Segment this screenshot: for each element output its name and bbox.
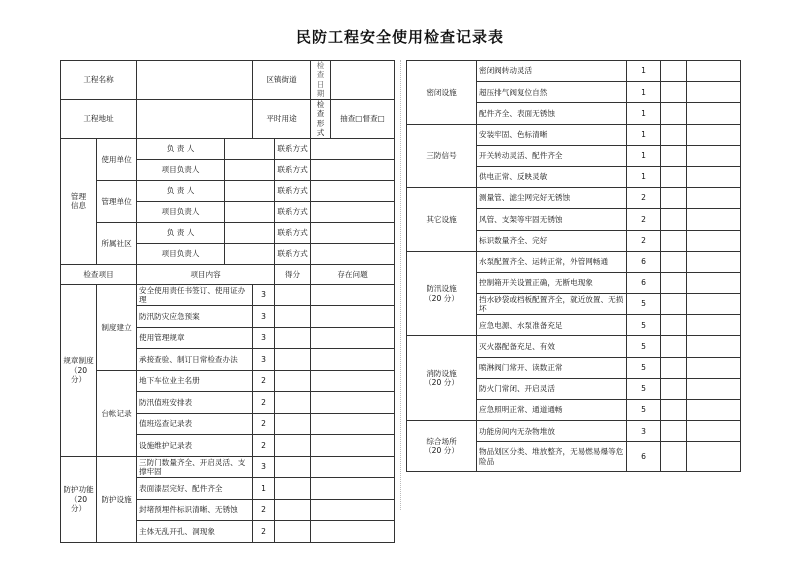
problems-field[interactable] [311, 392, 395, 414]
subgroup-label: 台帐记录 [97, 370, 137, 456]
item-content: 超压排气阀复位自然 [477, 82, 627, 103]
max-score: 3 [253, 349, 275, 371]
problems-field[interactable] [311, 327, 395, 349]
contact-label: 联系方式 [275, 138, 311, 159]
section-points: （20 分） [424, 378, 459, 388]
item-content: 灭火器配备充足、有效 [477, 336, 627, 357]
problems-header: 存在问题 [311, 264, 395, 284]
problems-field[interactable] [687, 209, 741, 230]
contact-field[interactable] [311, 138, 395, 159]
score-field[interactable] [275, 478, 311, 500]
problems-field[interactable] [311, 456, 395, 478]
item-content: 配件齐全、表面无锈蚀 [477, 103, 627, 124]
problems-field[interactable] [687, 251, 741, 272]
score-field[interactable] [275, 349, 311, 371]
score-field[interactable] [661, 230, 687, 251]
contact-label: 联系方式 [275, 180, 311, 201]
score-field[interactable] [275, 435, 311, 457]
section-label [61, 456, 97, 542]
max-score: 1 [627, 166, 661, 187]
table-row [407, 336, 741, 357]
section-label [407, 421, 477, 472]
right-inspection-table [406, 60, 741, 472]
problems-field[interactable] [687, 400, 741, 421]
item-content: 承接查验、制订日常检查办法 [137, 349, 253, 371]
score-field[interactable] [661, 421, 687, 442]
problems-field[interactable] [311, 521, 395, 543]
item-content: 表面漆层完好、配件齐全 [137, 478, 253, 500]
item-content: 控制箱开关设置正确，无断电现象 [477, 272, 627, 293]
max-score: 2 [627, 188, 661, 209]
item-content: 防火门常闭、开启灵活 [477, 378, 627, 399]
problems-field[interactable] [687, 357, 741, 378]
subgroup-label: 防护设施 [97, 456, 137, 542]
max-score: 2 [253, 392, 275, 414]
management-unit-name: 所属社区 [97, 222, 137, 264]
max-score: 3 [253, 456, 275, 478]
item-content: 使用管理规章 [137, 327, 253, 349]
section-name: 综合场所 [426, 436, 457, 446]
problems-field[interactable] [687, 124, 741, 145]
subgroup-label: 三防信号 [407, 124, 477, 188]
max-score: 5 [627, 357, 661, 378]
item-content: 安装牢固、色标清晰 [477, 124, 627, 145]
max-score: 2 [253, 370, 275, 392]
score-field[interactable] [275, 327, 311, 349]
page-divider [400, 60, 401, 510]
section-name: 规章制度 [63, 356, 94, 366]
max-score: 2 [253, 413, 275, 435]
section-label [407, 336, 477, 421]
subgroup-label: 制度建立 [97, 284, 137, 370]
address-label: 工程地址 [61, 99, 137, 138]
problems-field[interactable] [687, 378, 741, 399]
item-content: 三防门数量齐全、开启灵活、支撑牢固 [137, 456, 253, 478]
project-lead-label: 项目负责人 [137, 159, 225, 180]
contact-field[interactable] [311, 201, 395, 222]
page-title: 民防工程安全使用检查记录表 [295, 28, 504, 46]
score-field[interactable] [661, 357, 687, 378]
item-content: 密闭阀转动灵活 [477, 61, 627, 82]
table-row [407, 124, 741, 145]
problems-field[interactable] [311, 284, 395, 306]
score-field[interactable] [661, 209, 687, 230]
max-score: 3 [253, 306, 275, 328]
item-content: 挡水砂袋或档板配置齐全，就近放置、无损坏 [477, 294, 627, 315]
project-lead-field[interactable] [225, 159, 275, 180]
max-score: 2 [627, 230, 661, 251]
table-row [407, 251, 741, 272]
problems-field[interactable] [311, 478, 395, 500]
score-field[interactable] [275, 370, 311, 392]
contact-field[interactable] [311, 243, 395, 264]
person-in-charge-label: 负 责 人 [137, 138, 225, 159]
max-score: 2 [253, 435, 275, 457]
left-section-body [61, 284, 395, 542]
person-in-charge-field[interactable] [225, 222, 275, 243]
max-score: 3 [253, 327, 275, 349]
item-content: 标识数量齐全、完好 [477, 230, 627, 251]
management-info-label: 管理 信息 [61, 138, 97, 264]
item-content: 地下车位业主名册 [137, 370, 253, 392]
contact-field[interactable] [311, 222, 395, 243]
problems-field[interactable] [687, 442, 741, 472]
item-content: 喷淋阀门常开、读数正常 [477, 357, 627, 378]
problems-field[interactable] [687, 166, 741, 187]
score-field[interactable] [661, 400, 687, 421]
max-score: 5 [627, 400, 661, 421]
score-field[interactable] [661, 124, 687, 145]
project-name-label: 工程名称 [61, 61, 137, 100]
item-content: 测量管、滤尘网完好无锈蚀 [477, 188, 627, 209]
max-score: 5 [627, 294, 661, 315]
item-content: 封堵预埋件标识清晰、无锈蚀 [137, 499, 253, 521]
item-content: 应急照明正常、通道通畅 [477, 400, 627, 421]
project-lead-label: 项目负责人 [137, 201, 225, 222]
table-row [61, 284, 395, 306]
score-field[interactable] [661, 336, 687, 357]
section-name: 防护功能 [63, 485, 94, 495]
subgroup-label: 其它设施 [407, 188, 477, 252]
score-field[interactable] [661, 315, 687, 336]
score-field[interactable] [661, 145, 687, 166]
table-row [407, 61, 741, 82]
max-score: 5 [627, 315, 661, 336]
score-field[interactable] [275, 456, 311, 478]
item-content: 安全使用责任书签订、使用证办理 [137, 284, 253, 306]
max-score: 6 [627, 272, 661, 293]
score-field[interactable] [661, 378, 687, 399]
score-field[interactable] [275, 306, 311, 328]
max-score: 1 [627, 61, 661, 82]
problems-field[interactable] [311, 499, 395, 521]
left-inspection-table [60, 60, 395, 543]
problems-field[interactable] [311, 370, 395, 392]
project-lead-field[interactable] [225, 201, 275, 222]
max-score: 3 [627, 421, 661, 442]
max-score: 1 [627, 82, 661, 103]
item-content: 功能房间内无杂物堆放 [477, 421, 627, 442]
item-content: 应急电源、水泵准备充足 [477, 315, 627, 336]
problems-field[interactable] [687, 230, 741, 251]
item-content: 物品划区分类、堆放整齐，无易燃易爆等危险品 [477, 442, 627, 472]
contact-field[interactable] [311, 180, 395, 201]
check-date-label: 检查日期 [311, 61, 331, 100]
contact-label: 联系方式 [275, 222, 311, 243]
contact-label: 联系方式 [275, 243, 311, 264]
score-field[interactable] [275, 392, 311, 414]
peacetime-use-label: 平时用途 [253, 99, 311, 138]
project-lead-field[interactable] [225, 243, 275, 264]
score-field[interactable] [661, 166, 687, 187]
item-content: 设施维护记录表 [137, 435, 253, 457]
score-field[interactable] [275, 521, 311, 543]
table-row [61, 456, 395, 478]
section-points: （20 分） [424, 293, 459, 303]
person-in-charge-field[interactable] [225, 138, 275, 159]
problems-field[interactable] [687, 145, 741, 166]
max-score: 5 [627, 336, 661, 357]
check-form-options[interactable]: 抽查□督查□ [331, 99, 395, 138]
max-score: 1 [627, 103, 661, 124]
check-item-header: 检查项目 [61, 264, 137, 284]
item-content: 水泵配置齐全、运转正常，外管网畅通 [477, 251, 627, 272]
management-unit-name: 管理单位 [97, 180, 137, 222]
problems-field[interactable] [687, 336, 741, 357]
problems-field[interactable] [311, 306, 395, 328]
section-points: （20 分） [424, 446, 459, 456]
score-field[interactable] [661, 272, 687, 293]
project-name-field[interactable] [137, 61, 253, 100]
score-field[interactable] [661, 442, 687, 472]
table-row [407, 188, 741, 209]
max-score: 1 [627, 145, 661, 166]
max-score: 6 [627, 442, 661, 472]
right-section-body [407, 61, 741, 472]
score-field[interactable] [661, 103, 687, 124]
max-score: 2 [253, 499, 275, 521]
problems-field[interactable] [687, 188, 741, 209]
score-field[interactable] [661, 82, 687, 103]
person-in-charge-field[interactable] [225, 180, 275, 201]
item-content: 防汛防灾应急预案 [137, 306, 253, 328]
score-field[interactable] [275, 284, 311, 306]
table-row [407, 421, 741, 442]
item-content: 开关转动灵活、配件齐全 [477, 145, 627, 166]
score-field[interactable] [661, 294, 687, 315]
section-label [407, 251, 477, 336]
address-field[interactable] [137, 99, 253, 138]
problems-field[interactable] [687, 272, 741, 293]
score-field[interactable] [275, 499, 311, 521]
problems-field[interactable] [687, 294, 741, 315]
problems-field[interactable] [687, 82, 741, 103]
max-score: 2 [627, 209, 661, 230]
max-score: 1 [627, 124, 661, 145]
item-content: 供电正常、反映灵敏 [477, 166, 627, 187]
person-in-charge-label: 负 责 人 [137, 222, 225, 243]
score-field[interactable] [275, 413, 311, 435]
section-points: （20 分） [69, 494, 88, 514]
district-label: 区镇街道 [253, 61, 311, 100]
contact-label: 联系方式 [275, 201, 311, 222]
score-header: 得分 [275, 264, 311, 284]
max-score: 6 [627, 251, 661, 272]
problems-field[interactable] [687, 421, 741, 442]
max-score: 5 [627, 378, 661, 399]
problems-field[interactable] [311, 413, 395, 435]
contact-field[interactable] [311, 159, 395, 180]
problems-field[interactable] [687, 103, 741, 124]
contact-label: 联系方式 [275, 159, 311, 180]
item-content-header: 项目内容 [137, 264, 275, 284]
person-in-charge-label: 负 责 人 [137, 180, 225, 201]
item-content: 风管、支架等牢固无锈蚀 [477, 209, 627, 230]
score-field[interactable] [661, 61, 687, 82]
score-field[interactable] [661, 188, 687, 209]
section-label [61, 284, 97, 456]
check-date-field[interactable] [331, 61, 395, 100]
table-row [61, 370, 395, 392]
item-content: 值班巡查记录表 [137, 413, 253, 435]
problems-field[interactable] [687, 61, 741, 82]
problems-field[interactable] [311, 349, 395, 371]
check-form-label: 检查形式 [311, 99, 331, 138]
score-field[interactable] [661, 251, 687, 272]
section-name: 消防设施 [426, 368, 457, 378]
section-name: 防汛设施 [426, 284, 457, 294]
item-content: 防汛值班安排表 [137, 392, 253, 414]
problems-field[interactable] [311, 435, 395, 457]
problems-field[interactable] [687, 315, 741, 336]
management-unit-name: 使用单位 [97, 138, 137, 180]
item-content: 主体无乱开孔、洞现象 [137, 521, 253, 543]
project-lead-label: 项目负责人 [137, 243, 225, 264]
max-score: 1 [253, 478, 275, 500]
max-score: 2 [253, 521, 275, 543]
section-points: （20 分） [69, 365, 88, 385]
subgroup-label: 密闭设施 [407, 61, 477, 125]
max-score: 3 [253, 284, 275, 306]
